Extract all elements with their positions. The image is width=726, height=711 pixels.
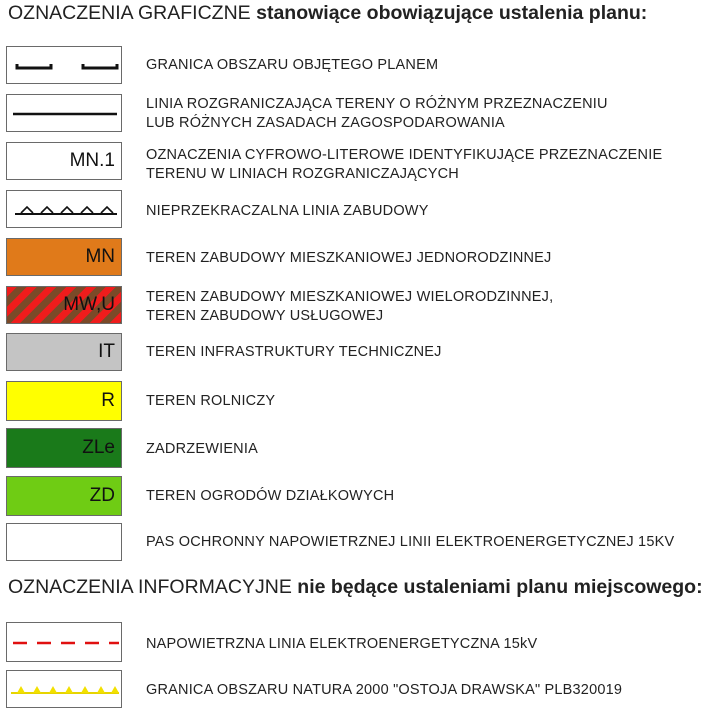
legend-label-building-line: NIEPRZEKRACZALNA LINIA ZABUDOWY — [146, 203, 429, 219]
legend-label-zle: ZADRZEWIENIA — [146, 441, 258, 457]
legend-label-natura-boundary: GRANICA OBSZARU NATURA 2000 "OSTOJA DRAWSKA" PLB320019 — [146, 682, 623, 698]
legend-label-demarcation-line: LINIA ROZGRANICZAJĄCA TERENY O RÓŻNYM PRZEZNACZENIU LUB RÓŻNYCH ZASADACH ZAGOSPODAROWANIA — [146, 96, 608, 131]
building-line-icon — [7, 191, 122, 228]
section-title-bold: OZNACZENIA GRAFICZNE — [8, 2, 251, 24]
legend-symbol-plan-boundary — [6, 46, 122, 84]
legend-symbol-building-line — [6, 190, 122, 228]
legend-symbol-demarcation-line — [6, 94, 122, 132]
legend-label-mwu: TEREN ZABUDOWY MIESZKANIOWEJ WIELORODZINNEJ, TEREN ZABUDOWY USŁUGOWEJ — [146, 289, 554, 324]
legend-symbol-zle — [6, 428, 122, 468]
code-mn: MN — [85, 246, 115, 267]
section-title-info — [8, 576, 703, 599]
legend-symbol-mn — [6, 238, 122, 276]
code-mn1: MN.1 — [69, 150, 115, 171]
red-dashed-line-icon — [7, 623, 122, 662]
section-title-bold: OZNACZENIA INFORMACYJNE — [8, 576, 292, 598]
solid-line-icon — [7, 95, 122, 132]
yellow-triangle-line-icon — [7, 671, 122, 708]
legend-label-it: TEREN INFRASTRUKTURY TECHNICZNEJ — [146, 344, 442, 360]
section-title-rest: stanowiące obowiązujące ustalenia planu: — [256, 2, 648, 24]
legend-label-protective-strip: PAS OCHRONNY NAPOWIETRZNEJ LINII ELEKTROENERGETYCZNEJ 15KV — [146, 534, 675, 550]
legend-label-r: TEREN ROLNICZY — [146, 393, 276, 409]
legend-label-mn: TEREN ZABUDOWY MIESZKANIOWEJ JEDNORODZINNEJ — [146, 250, 552, 266]
section-title-rest: nie będące ustaleniami planu miejscowego: — [297, 576, 703, 598]
legend-label-power-line: NAPOWIETRZNA LINIA ELEKTROENERGETYCZNA 15kV — [146, 636, 538, 652]
legend-symbol-r — [6, 381, 122, 421]
code-mwu: MW,U — [63, 294, 115, 315]
code-r: R — [101, 390, 115, 411]
legend-symbol-power-line — [6, 622, 122, 662]
legend-label-text-code: OZNACZENIA CYFROWO-LITEROWE IDENTYFIKUJĄCE PRZEZNACZENIE TERENU W LINIACH ROZGRANICZAJĄCYCH — [146, 147, 663, 182]
code-it: IT — [98, 341, 115, 362]
code-zd: ZD — [89, 485, 115, 506]
legend-symbol-it — [6, 333, 122, 371]
legend-label-zd: TEREN OGRODÓW DZIAŁKOWYCH — [146, 488, 395, 504]
code-zle: ZLe — [82, 437, 115, 458]
section-title-graphic — [8, 2, 647, 25]
legend-symbol-mwu — [6, 286, 122, 324]
legend-symbol-text-code — [6, 142, 122, 180]
legend-symbol-protective-strip — [6, 523, 122, 561]
legend-label-plan-boundary: GRANICA OBSZARU OBJĘTEGO PLANEM — [146, 57, 439, 73]
plan-boundary-line-icon — [7, 47, 122, 84]
legend-symbol-natura-boundary — [6, 670, 122, 708]
legend-symbol-zd — [6, 476, 122, 516]
